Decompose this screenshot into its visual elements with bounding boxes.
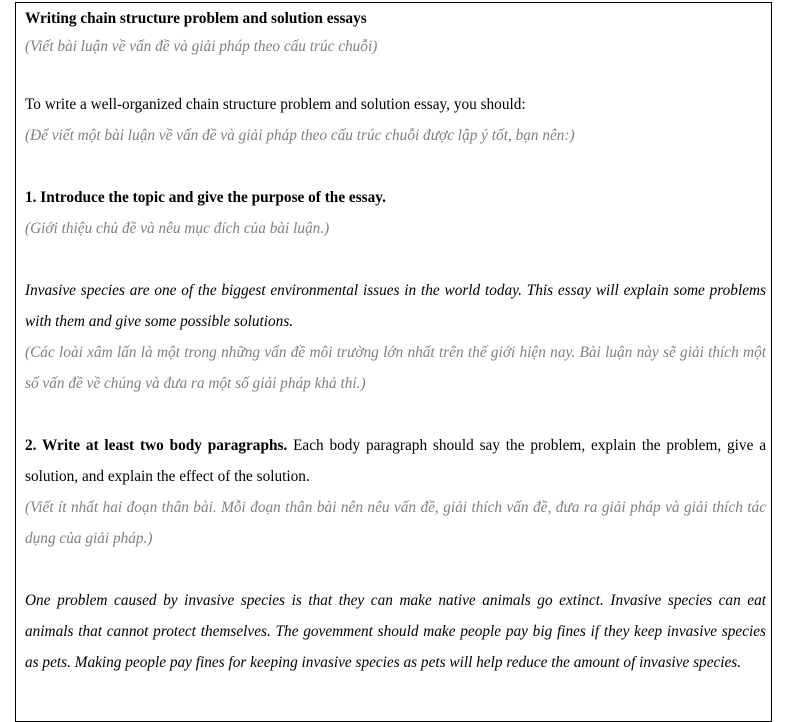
intro-translation: (Để viết một bài luận về vấn đề và giải pháp theo cấu trúc chuỗi được lập ý tốt, bạn nên:) [25,127,575,144]
step1-example: Invasive species are one of the biggest environmental issues in the world today. This essay will explain some problems with them and give some possible solutions. [25,282,766,330]
step1-translation: (Giới thiệu chủ đề và nêu mục đích của bài luận.) [25,220,330,237]
step2-text: Each body paragraph should say the problem, explain the problem, give a solution, and explain the effect of the solution. [25,437,766,485]
document-title-translation: (Viết bài luận về vấn đề và giải pháp theo cấu trúc chuỗi) [25,38,378,55]
step2-heading: 2. Write at least two body paragraphs. [25,437,288,454]
spacer [25,399,766,430]
step1-example-translation: (Các loài xâm lấn là một trong những vấn đề môi trường lớn nhất trên thế giới hiện nay. Bài luận này sẽ giải thích một số vấn đề về chúng và đưa ra một số giải pháp khả thi.) [25,344,766,392]
step1-heading: 1. Introduce the topic and give the purpose of the essay. [25,189,386,206]
spacer [25,244,766,275]
step2-example: One problem caused by invasive species is that they can make native animals go extinct. Invasive species can eat animals that cannot protect themselves. The govemment should make people pay big fines if they keep invasive species as pets. Making people pay fines for keeping invasive species as pets will help reduce the amount of invasive species. [25,592,766,671]
document-title: Writing chain structure problem and solution essays [25,10,367,27]
spacer [25,554,766,585]
intro-text: To write a well-organized chain structure problem and solution essay, you should: [25,96,526,113]
step2-translation: (Viết ít nhất hai đoạn thân bài. Mỗi đoạn thân bài nên nêu vấn đề, giải thích vấn đề, đưa ra giải pháp và giải thích tác dụng của giải pháp.) [25,499,766,547]
step2-paragraph [25,430,766,492]
spacer [25,58,766,89]
document-box [15,2,772,722]
spacer [25,151,766,182]
